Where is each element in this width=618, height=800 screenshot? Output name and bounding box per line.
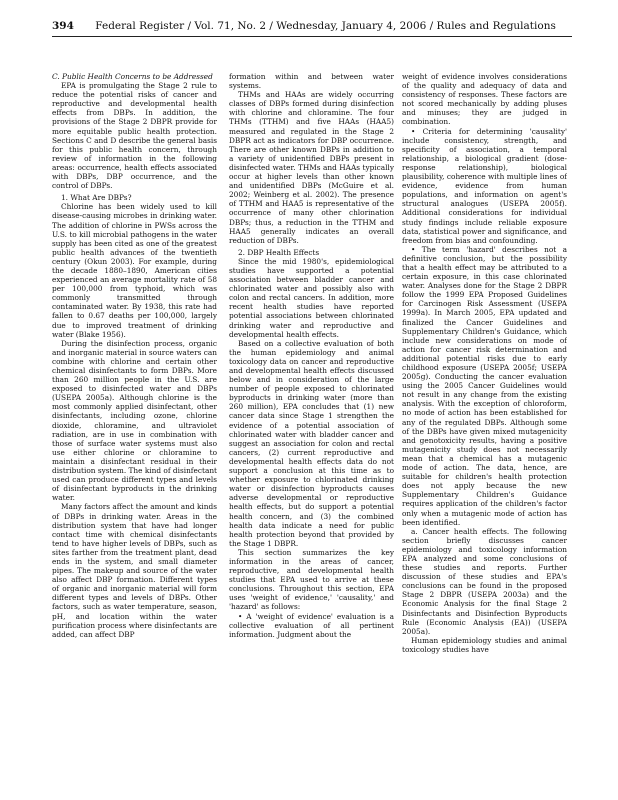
- paragraph: Based on a collective evaluation of both the human epidemiology and animal toxicology data on cancer and reproductive and developmental health effects discussed below and in consideration of the large number of people exposed to chlorinated byproducts in drinking water (more than 260 million), EPA concludes that (1) new cancer data since Stage 1 strengthen the evidence of a potential association of chlorinated water with bladder cancer and suggest an association for colon and rectal cancers, (2) current reproductive and developmental health effects data do not support a conclusion at this time as to whether exposure to chlorinated drinking water or disinfection byproducts causes adverse developmental or reproductive health effects, but do support a potential health concern, and (3) the combined health data indicate a need for public health protection beyond that provided by the Stage 1 DBPR.: [229, 338, 394, 548]
- text-column-2: [229, 72, 394, 787]
- subsection-heading: 2. DBP Health Effects: [238, 247, 320, 257]
- paragraph: weight of evidence involves considerations of the quality and adequacy of data and consistency of responses. These factors are not scored mechanically by adding pluses and minuses; they are judged in combination.: [402, 72, 567, 127]
- page-number: 394: [52, 20, 74, 32]
- subsection-heading: 1. What Are DBPs?: [61, 193, 132, 203]
- paragraph: Since the mid 1980's, epidemiological studies have supported a potential association between bladder cancer and chlorinated water and possibly also with colon and rectal cancers. In addition, more recent health studies have reported potential associations between chlorinated drinking water and reproductive and developmental health effects.: [229, 256, 394, 339]
- paragraph: During the disinfection process, organic and inorganic material in source waters can combine with chlorine and certain other chemical disinfectants to form DBPs. More than 260 million people in the U.S. are exposed to disinfected water and DBPs (USEPA 2005a). Although chlorine is the most commonly applied disinfectant, other disinfectants, including ozone, chlorine dioxide, chloramine, and ultraviolet radiation, are in use in combination with those of surface water systems must also use either chlorine or chloramine to maintain a disinfectant residual in their distribution system. The kind of disinfectant used can produce different types and levels of disinfectant byproducts in the drinking water.: [52, 338, 217, 503]
- header-rule: [52, 36, 572, 37]
- bullet-paragraph: • Criteria for determining 'causality' include consistency, strength, and specificity of association, a temporal relationship, a biological gradient (dose-response relationship), biological plausibility, coherence with multiple lines of evidence, evidence from human populations, and information on agent's structural analogues (USEPA 2005f). Additional considerations for individual study findings include reliable exposure data, statistical power and significance, and freedom from bias and confounding.: [402, 126, 567, 245]
- running-header: [52, 20, 572, 32]
- section-heading: C. Public Health Concerns to be Addressed: [52, 72, 213, 81]
- paragraph: a. Cancer health effects. The following section briefly discusses cancer epidemiology and toxicology information EPA analyzed and some conclusions of these studies and reports. Further discussion of these studies and EPA's conclusions can be found in the proposed Stage 2 DBPR (USEPA 2003a) and the Economic Analysis for the final Stage 2 Disinfectants and Disinfection Byproducts Rule (Economic Analysis (EA)) (USEPA 2005a).: [402, 526, 567, 636]
- bullet-paragraph: • The term 'hazard' describes not a definitive conclusion, but the possibility that a health effect may be attributed to a certain exposure, in this case chlorinated water. Analyses done for the Stage 2 DBPR follow the 1999 EPA Proposed Guidelines for Carcinogen Risk Assessment (USEPA 1999a). In March 2005, EPA updated and finalized the Cancer Guidelines and Supplementary Children's Guidance, which include new considerations on mode of action for cancer risk determination and additional potential risks due to early childhood exposure (USEPA 2005f; USEPA 2005g). Conducting the cancer evaluation using the 2005 Cancer Guidelines would not result in any change from the existing analysis. With the exception of chloroform, no mode of action has been established for any of the regulated DBPs. Although some of the DBPs have given mixed mutagenicity and genotoxicity results, having a positive mutagenicity study does not necessarily mean that a chemical has a mutagenic mode of action. The data, hence, are suitable for children's health protection does not apply because the new Supplementary Children's Guidance requires application of the children's factor only when a mutagenic mode of action has been identified.: [402, 244, 567, 527]
- text-column-1: [52, 72, 217, 787]
- text-column-3: [402, 72, 567, 787]
- paragraph: EPA is promulgating the Stage 2 rule to reduce the potential risks of cancer and reproductive and developmental health effects from DBPs. In addition, the provisions of the Stage 2 DBPR provide for more equitable public health protection. Sections C and D describe the general basis for this public health concern, through review of information in the following areas: occurrence, health effects associated with DBPs, DBP occurrence, and the control of DBPs.: [52, 81, 217, 191]
- paragraph: formation within and between water systems.: [229, 72, 394, 91]
- bullet-paragraph: • A 'weight of evidence' evaluation is a collective evaluation of all pertinent information. Judgment about the: [229, 611, 394, 639]
- running-title: Federal Register / Vol. 71, No. 2 / Wednesday, January 4, 2006 / Rules and Regulations: [95, 20, 556, 32]
- paragraph: Human epidemiology studies and animal toxicology studies have: [402, 635, 567, 654]
- paragraph: THMs and HAAs are widely occurring classes of DBPs formed during disinfection with chlorine and chloramine. The four THMs (TTHM) and five HAAs (HAA5) measured and regulated in the Stage 2 DBPR act as indicators for DBP occurrence. There are other known DBPs in addition to a variety of unidentified DBPs present in disinfected water. THMs and HAAs typically occur at higher levels than other known and unidentified DBPs (McGuire et al. 2002; Weinberg et al. 2002). The presence of TTHM and HAA5 is representative of the occurrence of many other chlorination DBPs; thus, a reduction in the TTHM and HAA5 generally indicates an overall reduction of DBPs.: [229, 90, 394, 245]
- paragraph: This section summarizes the key information in the areas of cancer, reproductive, and developmental health studies that EPA used to arrive at these conclusions. Throughout this section, EPA uses 'weight of evidence,' 'causality,' and 'hazard' as follows:: [229, 547, 394, 612]
- paragraph: Chlorine has been widely used to kill disease-causing microbes in drinking water. The addition of chlorine in PWSs across the U.S. to kill microbial pathogens in the water supply has been cited as one of the greatest public health advances of the twentieth century (Okun 2003). For example, during the decade 1880–1890, American cities experienced an average mortality rate of 58 per 100,000 from typhoid, which was commonly transmitted through contaminated water. By 1938, this rate had fallen to 0.67 deaths per 100,000, largely due to improved treatment of drinking water (Blake 1956).: [52, 202, 217, 339]
- paragraph: Many factors affect the amount and kinds of DBPs in drinking water. Areas in the distribution system that have had longer contact time with chemical disinfectants tend to have higher levels of DBPs, such as sites farther from the treatment plant, dead ends in the system, and small diameter pipes. The makeup and source of the water also affect DBP formation. Different types of organic and inorganic material will form different types and levels of DBPs. Other factors, such as water temperature, season, pH, and location within the water purification process where disinfectants are added, can affect DBP: [52, 502, 217, 639]
